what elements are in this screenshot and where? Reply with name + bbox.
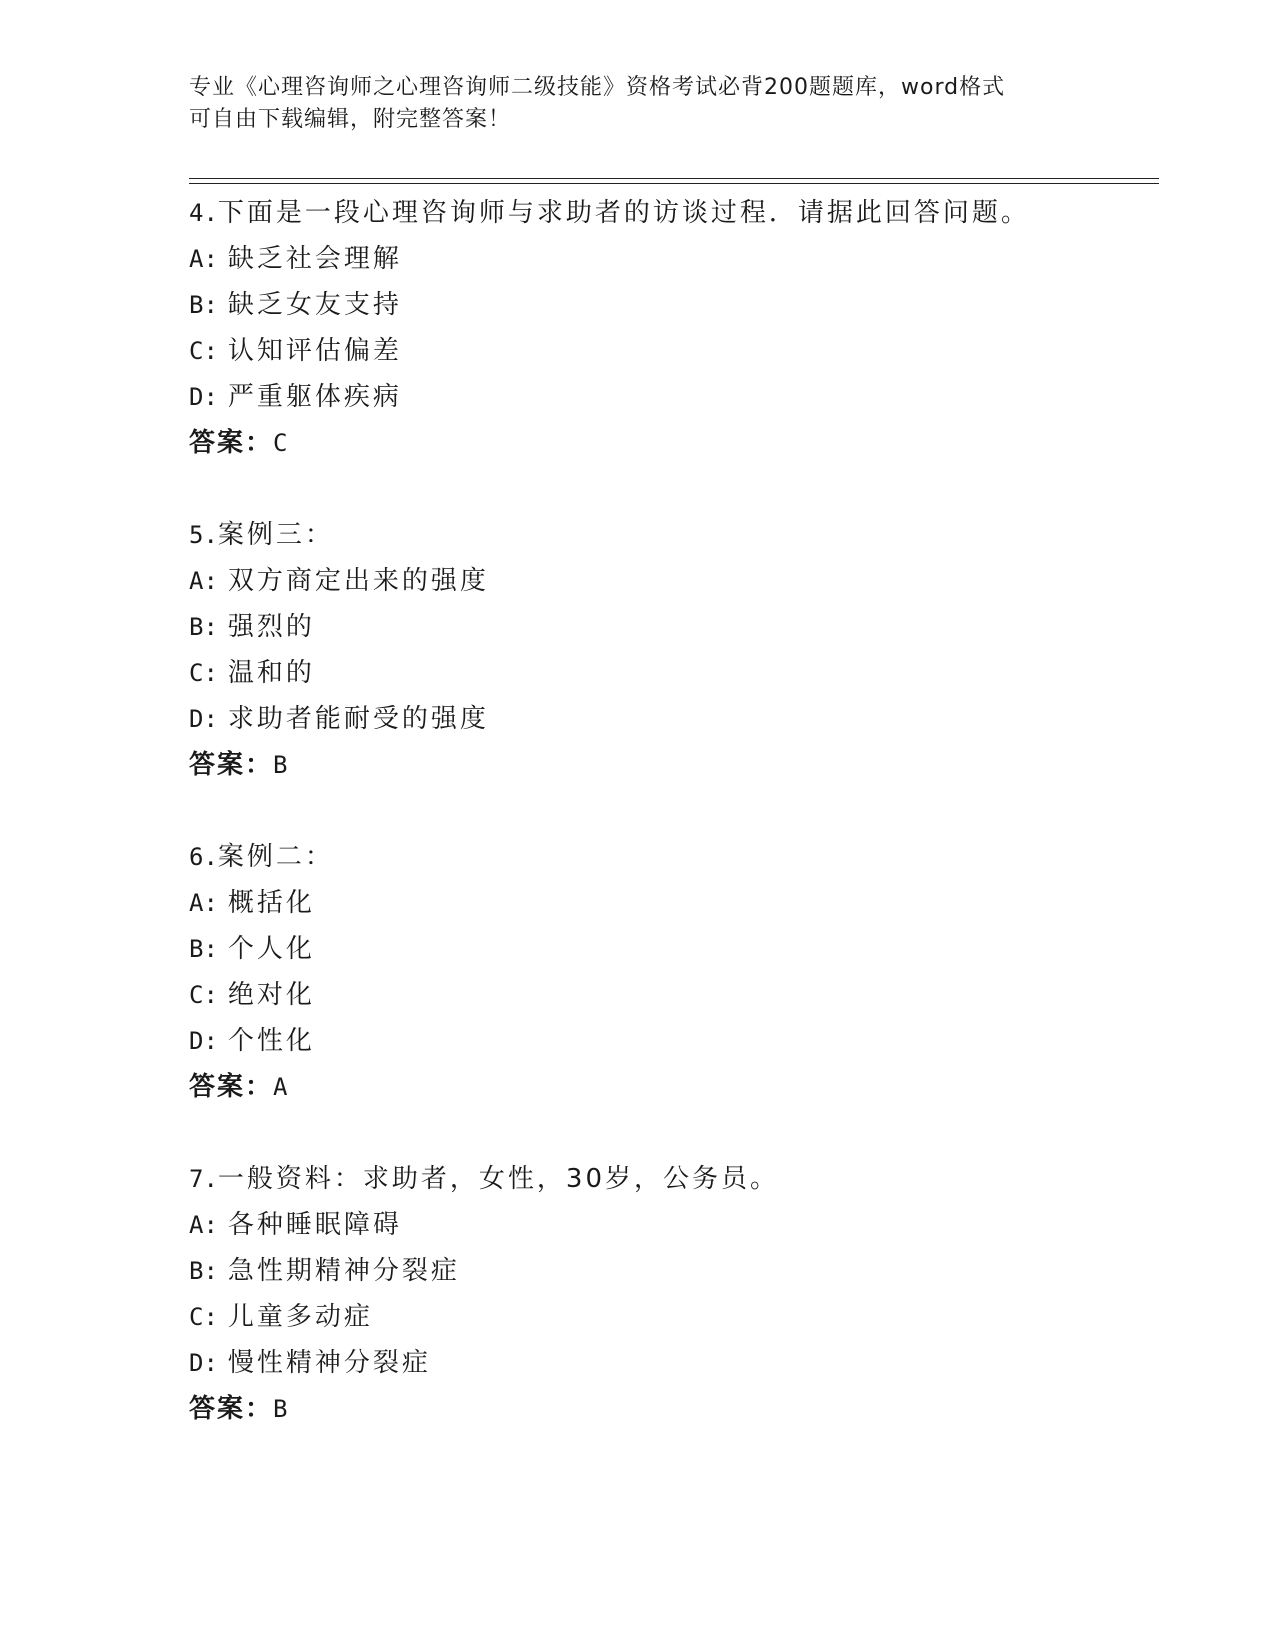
option-b <box>189 1248 1149 1294</box>
option-letter: C: <box>189 659 218 687</box>
answer-value: B <box>273 751 288 779</box>
option-text: 严重躯体疾病 <box>227 382 402 412</box>
option-text: 概括化 <box>227 888 315 918</box>
option-c <box>189 328 1149 374</box>
option-text: 绝对化 <box>227 980 315 1010</box>
option-b <box>189 282 1149 328</box>
answer-value: B <box>273 1395 288 1423</box>
option-d <box>189 1018 1149 1064</box>
document-header <box>189 72 1089 136</box>
option-letter: B: <box>189 291 218 319</box>
option-letter: B: <box>189 613 218 641</box>
option-letter: D: <box>189 705 218 733</box>
option-d <box>189 374 1149 420</box>
option-text: 缺乏女友支持 <box>227 290 402 320</box>
option-text: 个人化 <box>227 934 315 964</box>
question-7 <box>189 1156 1149 1432</box>
answer-label: 答案： <box>189 750 274 780</box>
option-text: 强烈的 <box>227 612 315 642</box>
option-text: 温和的 <box>227 658 315 688</box>
question-number: 7. <box>189 1165 218 1193</box>
option-a <box>189 558 1149 604</box>
answer-value: A <box>273 1073 288 1101</box>
answer-line <box>189 742 1149 788</box>
option-letter: A: <box>189 567 218 595</box>
option-c <box>189 1294 1149 1340</box>
question-number: 6. <box>189 843 218 871</box>
option-text: 各种睡眠障碍 <box>227 1210 402 1240</box>
answer-line <box>189 1386 1149 1432</box>
question-stem <box>189 512 1149 558</box>
header-divider <box>189 178 1159 184</box>
option-a <box>189 236 1149 282</box>
question-text: 下面是一段心理咨询师与求助者的访谈过程．请据此回答问题。 <box>217 198 1030 228</box>
header-line-2: 可自由下载编辑，附完整答案！ <box>189 107 512 132</box>
option-letter: D: <box>189 1027 218 1055</box>
option-text: 急性期精神分裂症 <box>227 1256 460 1286</box>
option-text: 求助者能耐受的强度 <box>227 704 489 734</box>
option-d <box>189 696 1149 742</box>
option-b <box>189 604 1149 650</box>
option-letter: D: <box>189 1349 218 1377</box>
question-text: 一般资料：求助者，女性，30岁，公务员。 <box>217 1164 779 1194</box>
answer-label: 答案： <box>189 1394 274 1424</box>
option-letter: C: <box>189 337 218 365</box>
question-6 <box>189 834 1149 1110</box>
option-c <box>189 972 1149 1018</box>
answer-label: 答案： <box>189 1072 274 1102</box>
question-stem <box>189 834 1149 880</box>
question-stem <box>189 1156 1149 1202</box>
option-text: 慢性精神分裂症 <box>227 1348 431 1378</box>
option-text: 儿童多动症 <box>227 1302 373 1332</box>
option-text: 双方商定出来的强度 <box>227 566 489 596</box>
question-list <box>189 190 1149 1478</box>
option-d <box>189 1340 1149 1386</box>
option-text: 缺乏社会理解 <box>227 244 402 274</box>
question-text: 案例三： <box>217 520 334 550</box>
answer-label: 答案： <box>189 428 274 458</box>
answer-value: C <box>273 429 288 457</box>
option-c <box>189 650 1149 696</box>
option-text: 认知评估偏差 <box>227 336 402 366</box>
question-text: 案例二： <box>217 842 334 872</box>
option-letter: B: <box>189 1257 218 1285</box>
option-letter: C: <box>189 981 218 1009</box>
question-number: 4. <box>189 199 218 227</box>
option-letter: C: <box>189 1303 218 1331</box>
answer-line <box>189 1064 1149 1110</box>
option-letter: B: <box>189 935 218 963</box>
question-number: 5. <box>189 521 218 549</box>
header-line-1: 专业《心理咨询师之心理咨询师二级技能》资格考试必背200题题库，word格式 <box>189 75 1006 100</box>
option-letter: D: <box>189 383 218 411</box>
option-b <box>189 926 1149 972</box>
option-letter: A: <box>189 889 218 917</box>
option-a <box>189 880 1149 926</box>
option-text: 个性化 <box>227 1026 315 1056</box>
option-a <box>189 1202 1149 1248</box>
answer-line <box>189 420 1149 466</box>
question-5 <box>189 512 1149 788</box>
question-4 <box>189 190 1149 466</box>
option-letter: A: <box>189 1211 218 1239</box>
question-stem <box>189 190 1149 236</box>
option-letter: A: <box>189 245 218 273</box>
